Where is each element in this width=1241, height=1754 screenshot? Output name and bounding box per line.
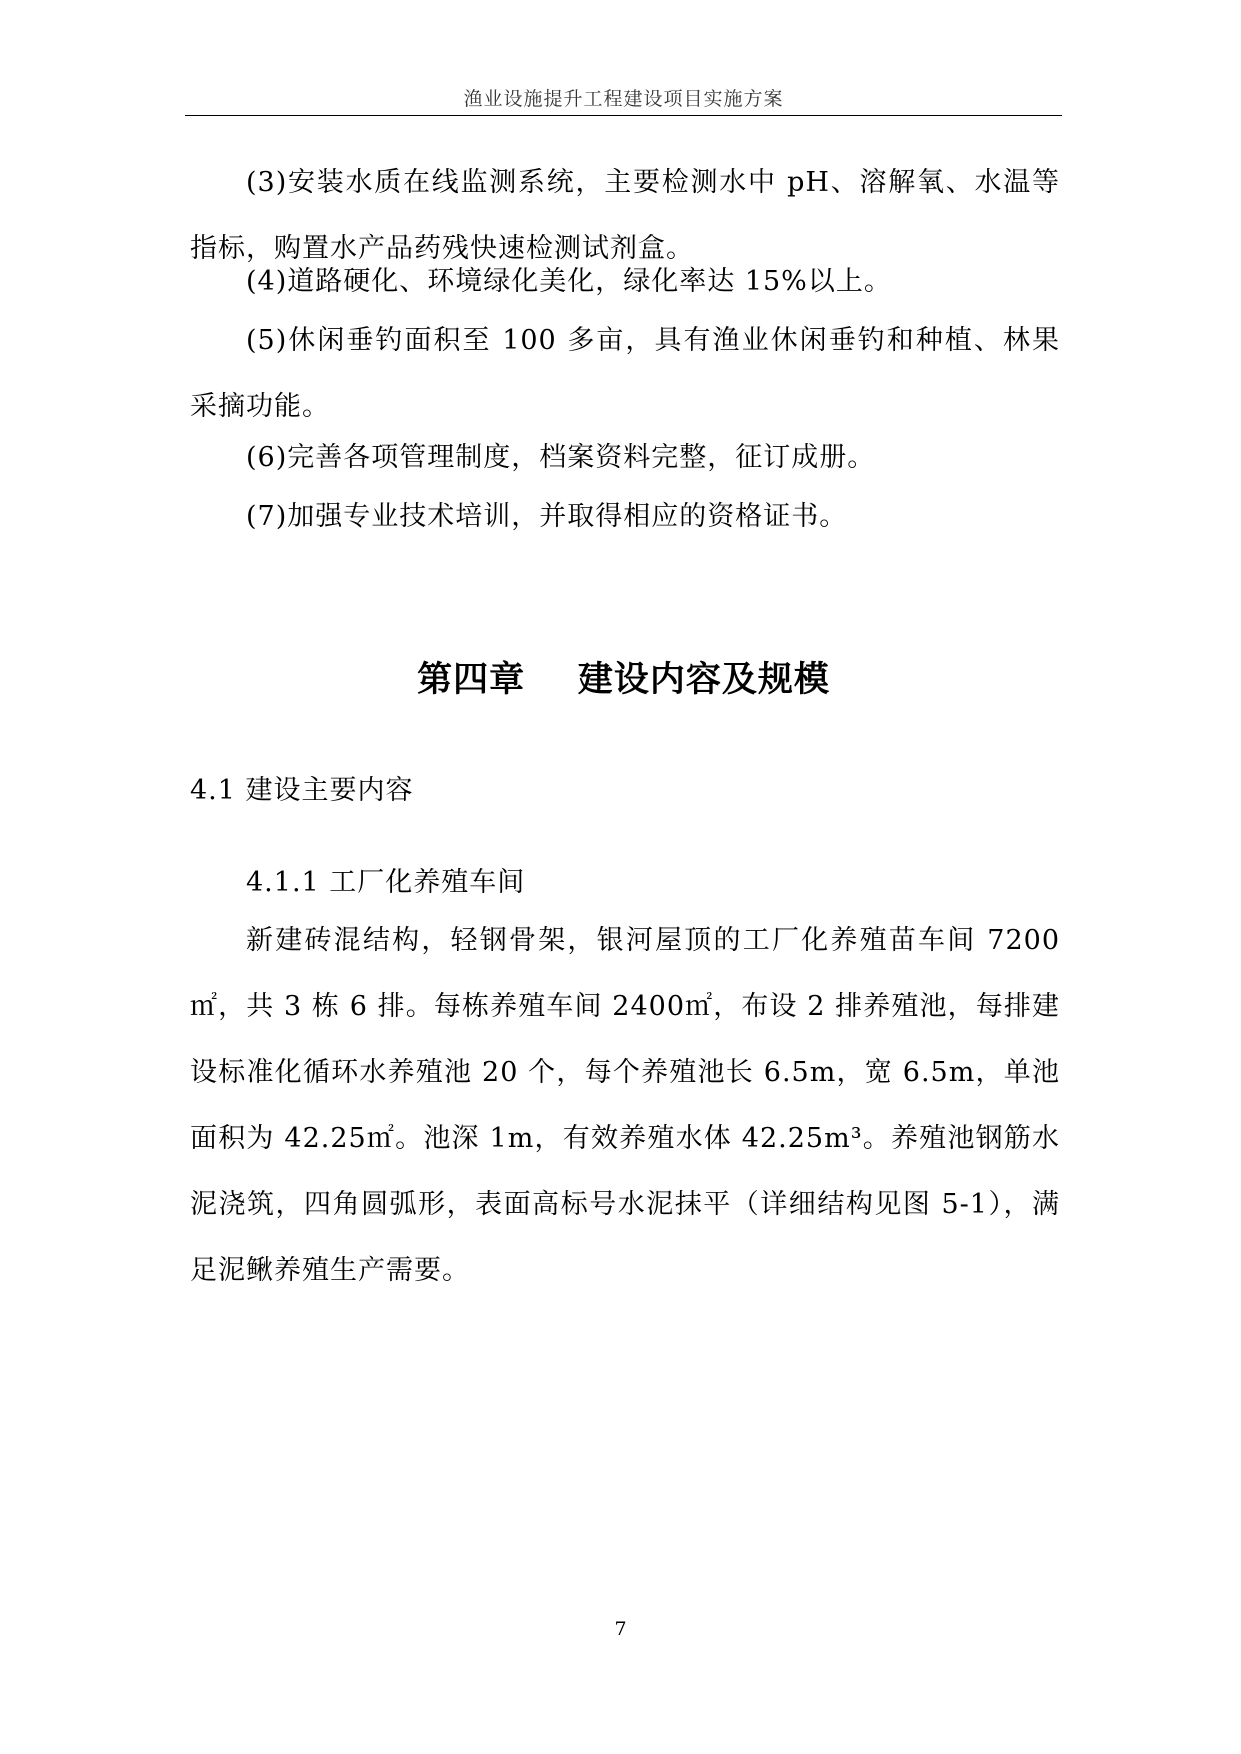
page-header-title: 渔业设施提升工程建设项目实施方案	[463, 88, 784, 110]
header-divider	[185, 115, 1062, 116]
subsection-heading: 4.1.1 工厂化养殖车间	[246, 867, 526, 898]
paragraph-item-5: (5)休闲垂钓面积至 100 多亩，具有渔业休闲垂钓和种植、林果采摘功能。	[190, 325, 1060, 422]
paragraph-item-6: (6)完善各项管理制度，档案资料完整，征订成册。	[246, 442, 876, 473]
section-body-paragraph: 新建砖混结构，轻钢骨架，银河屋顶的工厂化养殖苗车间 7200㎡，共 3 栋 6 排。每栋养殖车间 2400㎡，布设 2 排养殖池，每排建设标准化循环水养殖池 20 个，每个养殖池长 6.5m，宽 6.5m，单池面积为 42.25㎡。池深 1m，有效养殖水体 42.25m³。养殖池钢筋水泥浇筑，四角圆弧形，表面高标号水泥抹平（详细结构见图 5-1），满足泥鳅养殖生产需要。	[190, 925, 1060, 1286]
paragraph-item-7: (7)加强专业技术培训，并取得相应的资格证书。	[246, 501, 848, 532]
paragraph-item-3: (3)安装水质在线监测系统，主要检测水中 pH、溶解氧、水温等指标，购置水产品药残快速检测试剂盒。	[190, 167, 1060, 264]
section-heading: 4.1 建设主要内容	[190, 775, 414, 806]
chapter-title: 第四章 建设内容及规模	[417, 660, 830, 700]
page-number: 7	[614, 1618, 627, 1640]
paragraph-item-4: (4)道路硬化、环境绿化美化，绿化率达 15%以上。	[246, 266, 892, 297]
